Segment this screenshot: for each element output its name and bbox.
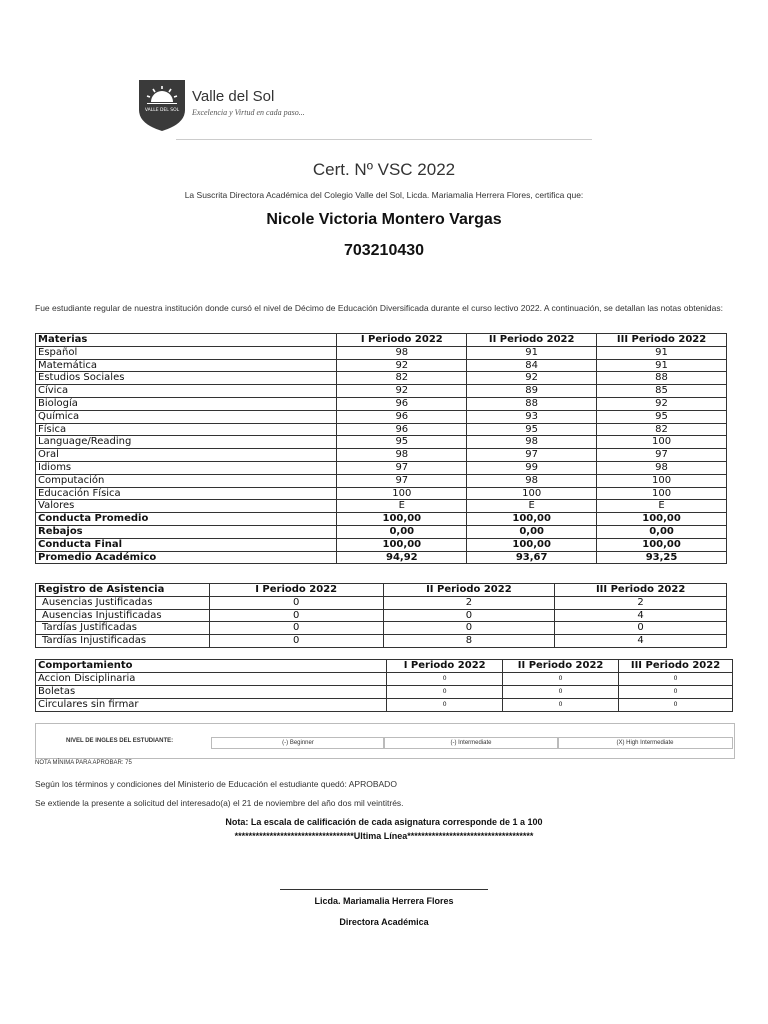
attendance-cell: 8 bbox=[383, 635, 555, 648]
attendance-label-cell: Ausencias Justificadas bbox=[36, 596, 210, 609]
grade-cell: 97 bbox=[467, 449, 597, 462]
subject-cell: Idioms bbox=[36, 461, 337, 474]
behavior-label-cell: Circulares sin firmar bbox=[36, 699, 387, 712]
attendance-table bbox=[35, 583, 727, 648]
attendance-cell: 0 bbox=[209, 622, 383, 635]
grade-cell: 91 bbox=[467, 346, 597, 359]
table-row bbox=[36, 410, 727, 423]
issue-statement: Se extiende la presente a solicitud del interesado(a) el 21 de noviembre del año dos mil veintitrés. bbox=[35, 798, 404, 808]
subject-cell: Educación Física bbox=[36, 487, 337, 500]
grade-cell: 100,00 bbox=[467, 513, 597, 526]
school-logo bbox=[137, 76, 187, 132]
logo-text: VALLE DEL SOL bbox=[144, 108, 180, 113]
english-option-intermediate: (-) Intermediate bbox=[383, 737, 559, 749]
table-row bbox=[36, 686, 733, 699]
english-level-box bbox=[35, 723, 735, 759]
grade-cell: 98 bbox=[467, 474, 597, 487]
subject-cell: Matemática bbox=[36, 359, 337, 372]
subject-cell: Español bbox=[36, 346, 337, 359]
grade-cell: 89 bbox=[467, 385, 597, 398]
min-grade-note: NOTA MÍNIMA PARA APROBAR: 75 bbox=[35, 760, 132, 766]
behavior-cell: 0 bbox=[387, 699, 503, 712]
grades-header-subject: Materias bbox=[36, 334, 337, 347]
grade-cell: 95 bbox=[597, 410, 727, 423]
behavior-label-cell: Accion Disciplinaria bbox=[36, 673, 387, 686]
grade-cell: 0,00 bbox=[467, 525, 597, 538]
subject-cell: Biología bbox=[36, 397, 337, 410]
behavior-cell: 0 bbox=[619, 673, 733, 686]
grade-cell: 92 bbox=[597, 397, 727, 410]
grade-cell: 91 bbox=[597, 346, 727, 359]
attendance-cell: 0 bbox=[209, 635, 383, 648]
attendance-cell: 0 bbox=[383, 609, 555, 622]
behavior-header-period-2: II Periodo 2022 bbox=[503, 660, 619, 673]
grade-cell: 97 bbox=[337, 461, 467, 474]
grade-cell: 96 bbox=[337, 423, 467, 436]
grade-cell: 84 bbox=[467, 359, 597, 372]
grade-cell: 97 bbox=[597, 449, 727, 462]
grade-cell: 98 bbox=[467, 436, 597, 449]
table-row bbox=[36, 622, 727, 635]
grade-cell: 95 bbox=[467, 423, 597, 436]
subject-cell: Language/Reading bbox=[36, 436, 337, 449]
table-row bbox=[36, 596, 727, 609]
grades-header-period-3: III Periodo 2022 bbox=[597, 334, 727, 347]
grade-cell: 100 bbox=[467, 487, 597, 500]
behavior-cell: 0 bbox=[387, 673, 503, 686]
table-row bbox=[36, 436, 727, 449]
table-row bbox=[36, 525, 727, 538]
grades-header-period-1: I Periodo 2022 bbox=[337, 334, 467, 347]
attendance-header-period-1: I Periodo 2022 bbox=[209, 584, 383, 597]
table-row bbox=[36, 673, 733, 686]
grade-cell: 94,92 bbox=[337, 551, 467, 564]
subject-cell: Conducta Final bbox=[36, 538, 337, 551]
subject-cell: Promedio Académico bbox=[36, 551, 337, 564]
grade-cell: 96 bbox=[337, 410, 467, 423]
table-row bbox=[36, 372, 727, 385]
attendance-cell: 0 bbox=[209, 596, 383, 609]
grading-scale-note: Nota: La escala de calificación de cada asignatura corresponde de 1 a 100 bbox=[225, 817, 543, 827]
grade-cell: 82 bbox=[597, 423, 727, 436]
grade-cell: E bbox=[337, 500, 467, 513]
table-row bbox=[36, 359, 727, 372]
table-row bbox=[36, 500, 727, 513]
table-row bbox=[36, 461, 727, 474]
grade-cell: 85 bbox=[597, 385, 727, 398]
header-divider bbox=[176, 139, 592, 140]
grade-cell: 92 bbox=[337, 359, 467, 372]
grade-cell: 100 bbox=[597, 487, 727, 500]
table-row bbox=[36, 538, 727, 551]
certificate-intro: La Suscrita Directora Académica del Colegio Valle del Sol, Licda. Mariamalia Herrera Flores, certifica que: bbox=[184, 190, 584, 200]
behavior-table bbox=[35, 659, 733, 712]
grade-cell: 93 bbox=[467, 410, 597, 423]
grades-table bbox=[35, 333, 727, 564]
english-option-beginner: (-) Beginner bbox=[211, 737, 385, 749]
grade-cell: 88 bbox=[467, 397, 597, 410]
grade-cell: 99 bbox=[467, 461, 597, 474]
english-option-high-intermediate: (X) High Intermediate bbox=[557, 737, 733, 749]
attendance-header-row bbox=[36, 584, 727, 597]
grades-header-period-2: II Periodo 2022 bbox=[467, 334, 597, 347]
grade-cell: 98 bbox=[337, 449, 467, 462]
grade-cell: 88 bbox=[597, 372, 727, 385]
table-row bbox=[36, 609, 727, 622]
grade-cell: 91 bbox=[597, 359, 727, 372]
signature-line bbox=[280, 889, 488, 890]
table-row bbox=[36, 635, 727, 648]
attendance-cell: 0 bbox=[555, 622, 727, 635]
table-row bbox=[36, 449, 727, 462]
attendance-header-period-2: II Periodo 2022 bbox=[383, 584, 555, 597]
subject-cell: Oral bbox=[36, 449, 337, 462]
grade-cell: 0,00 bbox=[337, 525, 467, 538]
subject-cell: Computación bbox=[36, 474, 337, 487]
subject-cell: Estudios Sociales bbox=[36, 372, 337, 385]
table-row bbox=[36, 423, 727, 436]
behavior-cell: 0 bbox=[503, 699, 619, 712]
grade-cell: 93,25 bbox=[597, 551, 727, 564]
brand-motto: Excelencia y Virtud en cada paso... bbox=[192, 108, 305, 117]
behavior-cell: 0 bbox=[619, 686, 733, 699]
grade-cell: 100,00 bbox=[597, 513, 727, 526]
grade-cell: 0,00 bbox=[597, 525, 727, 538]
behavior-cell: 0 bbox=[619, 699, 733, 712]
grade-cell: 92 bbox=[337, 385, 467, 398]
grade-cell: 93,67 bbox=[467, 551, 597, 564]
attendance-label-cell: Tardías Justificadas bbox=[36, 622, 210, 635]
table-row bbox=[36, 397, 727, 410]
attendance-label-cell: Ausencias Injustificadas bbox=[36, 609, 210, 622]
behavior-header-period-1: I Periodo 2022 bbox=[387, 660, 503, 673]
grade-cell: 100,00 bbox=[467, 538, 597, 551]
grade-cell: 100 bbox=[597, 474, 727, 487]
grade-cell: 100,00 bbox=[597, 538, 727, 551]
subject-cell: Conducta Promedio bbox=[36, 513, 337, 526]
table-row bbox=[36, 346, 727, 359]
grade-cell: 98 bbox=[337, 346, 467, 359]
grade-cell: E bbox=[597, 500, 727, 513]
behavior-cell: 0 bbox=[503, 686, 619, 699]
grade-cell: 95 bbox=[337, 436, 467, 449]
subject-cell: Física bbox=[36, 423, 337, 436]
result-statement: Según los términos y condiciones del Ministerio de Educación el estudiante quedó: APROBADO bbox=[35, 779, 397, 789]
table-row bbox=[36, 551, 727, 564]
subject-cell: Rebajos bbox=[36, 525, 337, 538]
student-id: 703210430 bbox=[343, 242, 425, 259]
brand-name: Valle del Sol bbox=[192, 88, 275, 105]
grade-cell: 98 bbox=[597, 461, 727, 474]
behavior-cell: 0 bbox=[503, 673, 619, 686]
attendance-label-cell: Tardías Injustificadas bbox=[36, 635, 210, 648]
subject-cell: Cívica bbox=[36, 385, 337, 398]
behavior-label-cell: Boletas bbox=[36, 686, 387, 699]
table-row bbox=[36, 487, 727, 500]
table-row bbox=[36, 513, 727, 526]
grade-cell: 96 bbox=[337, 397, 467, 410]
attendance-cell: 0 bbox=[383, 622, 555, 635]
grade-cell: 97 bbox=[337, 474, 467, 487]
grade-cell: 100 bbox=[337, 487, 467, 500]
behavior-header-row bbox=[36, 660, 733, 673]
signer-title: Directora Académica bbox=[339, 917, 429, 927]
signer-name: Licda. Mariamalia Herrera Flores bbox=[314, 896, 454, 906]
attendance-cell: 4 bbox=[555, 635, 727, 648]
behavior-header-period-3: III Periodo 2022 bbox=[619, 660, 733, 673]
certificate-number: Cert. Nº VSC 2022 bbox=[312, 160, 456, 179]
behavior-header-label: Comportamiento bbox=[36, 660, 387, 673]
table-row bbox=[36, 474, 727, 487]
grade-cell: 100 bbox=[597, 436, 727, 449]
grade-cell: 82 bbox=[337, 372, 467, 385]
grade-cell: E bbox=[467, 500, 597, 513]
behavior-cell: 0 bbox=[387, 686, 503, 699]
table-row bbox=[36, 385, 727, 398]
grades-header-row bbox=[36, 334, 727, 347]
attendance-header-period-3: III Periodo 2022 bbox=[555, 584, 727, 597]
subject-cell: Valores bbox=[36, 500, 337, 513]
certificate-paragraph: Fue estudiante regular de nuestra institución donde cursó el nivel de Décimo de Educación Diversificada durante el curso lectivo 2022. A continuación, se detallan las notas obtenidas: bbox=[35, 303, 723, 313]
attendance-cell: 4 bbox=[555, 609, 727, 622]
attendance-cell: 0 bbox=[209, 609, 383, 622]
attendance-header-label: Registro de Asistencia bbox=[36, 584, 210, 597]
subject-cell: Química bbox=[36, 410, 337, 423]
table-row bbox=[36, 699, 733, 712]
grade-cell: 100,00 bbox=[337, 513, 467, 526]
english-level-label: NIVEL DE INGLES DEL ESTUDIANTE: bbox=[66, 738, 174, 744]
student-name: Nicole Victoria Montero Vargas bbox=[266, 211, 502, 228]
attendance-cell: 2 bbox=[383, 596, 555, 609]
grade-cell: 92 bbox=[467, 372, 597, 385]
grade-cell: 100,00 bbox=[337, 538, 467, 551]
attendance-cell: 2 bbox=[555, 596, 727, 609]
last-line: **********************************Ultima Línea************************************ bbox=[234, 831, 534, 841]
